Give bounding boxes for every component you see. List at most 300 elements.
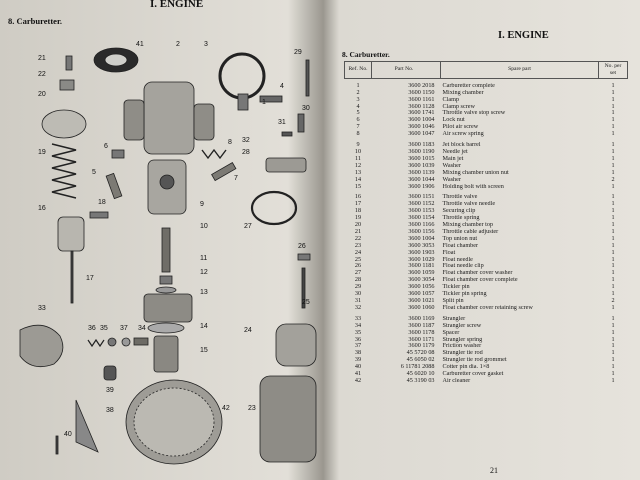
- quantity-cell: 1: [611, 215, 615, 222]
- part-number-cell: 3600 1059: [408, 270, 435, 277]
- part-number-cell: 3600 1150: [408, 89, 435, 96]
- callout-10: 10: [200, 223, 208, 230]
- table-row: [345, 149, 628, 156]
- callout-5: 5: [92, 169, 96, 176]
- ref-cell: 39: [354, 357, 362, 364]
- quantity-cell: 1: [611, 315, 615, 322]
- description-cell: Lock nut: [442, 117, 465, 124]
- table-row: [345, 229, 628, 236]
- quantity-cell: 1: [611, 350, 615, 357]
- table-row: [345, 323, 628, 330]
- part-number-cell: 3600 1187: [408, 322, 435, 329]
- table-row: [345, 250, 628, 257]
- quantity-cell: 1: [611, 357, 615, 364]
- table-row: [345, 83, 628, 90]
- ref-cell: 31: [354, 298, 362, 304]
- callout-19: 19: [38, 149, 46, 156]
- part-number-cell: 6 11781 2088: [400, 364, 435, 371]
- table-row: [345, 222, 628, 229]
- ref-cell: 1: [356, 82, 360, 89]
- part-number-cell: 3600 1151: [408, 194, 435, 201]
- callout-7: 7: [234, 175, 238, 182]
- ref-cell: 18: [354, 208, 362, 215]
- part-17-needle: [71, 251, 73, 303]
- part-number-cell: 3600 1015: [408, 155, 435, 162]
- part-33-strangler: [20, 325, 63, 366]
- table-row: [345, 298, 628, 305]
- description-cell: Throttle cable adjuster: [442, 228, 499, 235]
- part-number-cell: 3600 1903: [408, 249, 435, 256]
- part-13-union-nut: [144, 294, 192, 322]
- callout-8: 8: [228, 139, 232, 146]
- part-number-cell: 3600 1154: [408, 215, 435, 222]
- callout-23: 23: [248, 405, 256, 412]
- table-row: [345, 110, 628, 117]
- part-number-cell: 3600 3053: [408, 242, 435, 249]
- callout-16: 16: [38, 205, 46, 212]
- callout-18: 18: [98, 199, 106, 206]
- part-35-spacer: [108, 338, 116, 346]
- table-row: [345, 124, 628, 131]
- callout-9: 9: [200, 201, 204, 208]
- table-row: [345, 330, 628, 337]
- quantity-cell: 1: [611, 162, 615, 169]
- callout-42: 42: [222, 405, 230, 412]
- description-cell: Pilot air screw: [442, 124, 479, 131]
- ref-cell: 10: [354, 148, 362, 155]
- callout-30: 30: [302, 105, 310, 112]
- ref-cell: 30: [354, 291, 362, 298]
- part-5-stop-screw: [106, 173, 122, 198]
- description-cell: Mixing chamber union nut: [442, 169, 509, 176]
- description-cell: Securing clip: [442, 208, 476, 215]
- table-row: [345, 90, 628, 97]
- ref-cell: 25: [354, 256, 362, 263]
- part-number-cell: 3600 1152: [408, 201, 435, 208]
- ref-cell: 11: [355, 155, 361, 162]
- part-number-cell: 3600 1181: [408, 263, 435, 270]
- table-row: [345, 305, 628, 312]
- table-row: [345, 194, 628, 201]
- description-cell: Float: [442, 249, 456, 256]
- description-cell: Washer: [442, 176, 461, 183]
- part-number-cell: 3600 1057: [408, 291, 435, 298]
- table-row: [345, 104, 628, 111]
- part-12-washer: [156, 287, 176, 293]
- callout-4: 4: [280, 83, 284, 90]
- part-37-washer: [122, 338, 130, 346]
- ref-cell: 8: [356, 131, 360, 138]
- callout-17: 17: [86, 275, 94, 282]
- ref-cell: 20: [354, 222, 362, 229]
- callout-36: 36: [88, 325, 96, 332]
- description-cell: Tickler pin: [442, 284, 470, 291]
- callout-26: 26: [298, 243, 306, 250]
- callout-12: 12: [200, 269, 208, 276]
- ref-cell: 38: [354, 350, 362, 357]
- part-8-air-screw-spring: [202, 150, 226, 158]
- part-19-spring: [52, 144, 76, 198]
- part-38-tie-rod: [76, 400, 98, 452]
- quantity-cell: 1: [611, 131, 615, 138]
- table-row: [345, 177, 628, 184]
- callout-34: 34: [138, 325, 146, 332]
- description-cell: Throttle valve: [442, 194, 478, 201]
- quantity-cell: 1: [611, 89, 615, 96]
- quantity-cell: 1: [611, 103, 615, 110]
- part-15-holding-bolt: [154, 336, 178, 372]
- description-cell: Holding bolt with screen: [442, 183, 504, 190]
- quantity-cell: 1: [611, 242, 615, 249]
- quantity-cell: 1: [611, 142, 615, 149]
- col-qty-header: No. per set: [599, 62, 628, 79]
- description-cell: Throttle valve stop screw: [442, 110, 506, 117]
- part-24-float: [276, 324, 316, 366]
- ref-cell: 34: [354, 322, 362, 329]
- parts-list-table: [344, 61, 628, 385]
- part-number-cell: 3600 1060: [408, 304, 435, 311]
- part-21-adjuster: [66, 56, 72, 70]
- part-10-needle-jet: [162, 228, 170, 272]
- quantity-cell: 1: [611, 256, 615, 263]
- part-number-cell: 3600 3054: [408, 277, 435, 284]
- ref-cell: 35: [354, 329, 362, 336]
- part-number-cell: 45 3190 03: [406, 377, 435, 384]
- description-cell: Tickler pin spring: [442, 291, 487, 298]
- ref-cell: 32: [354, 304, 362, 311]
- table-row: [345, 163, 628, 170]
- description-cell: Air screw spring: [442, 131, 484, 138]
- col-ref-header: Ref. No.: [345, 62, 372, 79]
- callout-15: 15: [200, 347, 208, 354]
- ref-cell: 22: [354, 235, 362, 242]
- table-row: [345, 270, 628, 277]
- description-cell: Split pin: [442, 298, 464, 304]
- part-11-main-jet: [160, 276, 172, 284]
- quantity-cell: 1: [611, 377, 615, 384]
- table-row: [345, 364, 628, 371]
- ref-cell: 24: [354, 249, 362, 256]
- table-row: [345, 215, 628, 222]
- table-row: [345, 357, 628, 364]
- right-section-title: 8. Carburetter.: [342, 50, 390, 59]
- part-7-air-screw: [212, 163, 236, 181]
- ref-cell: 14: [354, 176, 362, 183]
- description-cell: Strangler: [442, 315, 466, 322]
- part-40-cotter-pin: [56, 436, 58, 454]
- description-cell: Throttle spring: [442, 215, 480, 222]
- table-row: [345, 236, 628, 243]
- table-row: [345, 97, 628, 104]
- callout-3: 3: [204, 41, 208, 48]
- ref-cell: 28: [354, 277, 362, 284]
- part-18-clip: [90, 212, 108, 218]
- table-row: [345, 291, 628, 298]
- description-cell: Clamp screw: [442, 103, 475, 110]
- ref-cell: 12: [354, 162, 362, 169]
- quantity-cell: 1: [611, 222, 615, 229]
- part-number-cell: 3600 1044: [408, 176, 435, 183]
- ref-cell: 33: [354, 315, 362, 322]
- description-cell: Carburetter complete: [442, 82, 495, 89]
- part-number-cell: 3600 1047: [408, 131, 435, 138]
- description-cell: Strangler tie rod grommet: [442, 357, 507, 364]
- table-row: [345, 277, 628, 284]
- description-cell: Washer: [442, 162, 461, 169]
- ref-cell: 27: [354, 270, 362, 277]
- quantity-cell: 1: [611, 148, 615, 155]
- part-number-cell: 3600 1039: [408, 162, 435, 169]
- part-14-washer: [148, 323, 184, 333]
- ref-cell: 6: [356, 117, 360, 124]
- part-36-spring: [88, 340, 104, 346]
- quantity-cell: 2: [611, 298, 615, 304]
- part-number-cell: 45 5720 08: [406, 350, 435, 357]
- description-cell: Float needle: [442, 256, 473, 263]
- part-29-tickler-pin: [306, 60, 309, 96]
- part-number-cell: 3600 1056: [408, 284, 435, 291]
- ref-cell: 29: [354, 284, 362, 291]
- description-cell: Top union nut: [442, 235, 478, 242]
- description-cell: Main jet: [442, 155, 464, 162]
- parts-table-body: [345, 78, 628, 385]
- quantity-cell: 1: [611, 263, 615, 270]
- part-30-spring: [298, 114, 304, 132]
- description-cell: Mixing chamber: [442, 89, 484, 96]
- part-20-top: [42, 110, 86, 138]
- quantity-cell: 1: [611, 117, 615, 124]
- quantity-cell: 1: [611, 249, 615, 256]
- ref-cell: 16: [354, 194, 362, 201]
- description-cell: Strangler spring: [442, 336, 483, 343]
- description-cell: Carburetter cover gasket: [442, 371, 504, 378]
- part-number-cell: 3600 1004: [408, 117, 435, 124]
- description-cell: Float chamber cover retaining screw: [442, 304, 533, 311]
- callout-27: 27: [244, 223, 252, 230]
- table-row: [345, 208, 628, 215]
- table-row: [345, 201, 628, 208]
- description-cell: Jet block barrel: [442, 142, 481, 149]
- ref-cell: 40: [354, 364, 362, 371]
- quantity-cell: 1: [611, 110, 615, 117]
- quantity-cell: 1: [611, 270, 615, 277]
- table-row: [345, 284, 628, 291]
- description-cell: Float chamber cover washer: [442, 270, 513, 277]
- quantity-cell: 1: [611, 228, 615, 235]
- callout-32: 32: [242, 137, 250, 144]
- callout-40: 40: [64, 431, 72, 438]
- callout-21: 21: [38, 55, 46, 62]
- part-23-float-chamber: [260, 376, 316, 462]
- ref-cell: 41: [354, 371, 362, 378]
- description-cell: Mixing chamber top: [442, 222, 494, 229]
- ref-cell: 37: [354, 343, 362, 350]
- callout-25: 25: [302, 299, 310, 306]
- ref-cell: 17: [354, 201, 362, 208]
- part-number-cell: 3600 1166: [408, 222, 435, 229]
- callout-24: 24: [244, 327, 252, 334]
- quantity-cell: 1: [611, 277, 615, 284]
- part-number-cell: 3600 1029: [408, 256, 435, 263]
- part-number-cell: 3600 1178: [408, 329, 435, 336]
- description-cell: Float needle clip: [442, 263, 484, 270]
- quantity-cell: 1: [611, 201, 615, 208]
- table-row: [345, 257, 628, 264]
- table-row: [345, 343, 628, 350]
- ref-cell: 5: [356, 110, 360, 117]
- col-part-header: Part No.: [372, 62, 441, 79]
- ref-cell: 26: [354, 263, 362, 270]
- part-34-screw: [134, 338, 148, 345]
- part-3-clamp: [220, 54, 264, 98]
- table-row: [345, 170, 628, 177]
- table-row: [345, 131, 628, 138]
- part-6-lock-nut: [112, 150, 124, 158]
- quantity-cell: 1: [611, 124, 615, 131]
- quantity-cell: 1: [611, 235, 615, 242]
- carburetter-exploded-diagram: [16, 32, 328, 472]
- part-number-cell: 3600 1169: [408, 315, 435, 322]
- description-cell: Float chamber: [442, 242, 479, 249]
- ref-cell: 7: [356, 124, 360, 131]
- callout-13: 13: [200, 289, 208, 296]
- quantity-cell: 1: [611, 284, 615, 291]
- ref-cell: 4: [356, 103, 360, 110]
- right-page: [330, 0, 640, 480]
- callout-2: 2: [176, 41, 180, 48]
- part-number-cell: 3600 1153: [408, 208, 435, 215]
- description-cell: Needle jet: [442, 148, 468, 155]
- part-number-cell: 3600 1741: [408, 110, 435, 117]
- callout-33: 33: [38, 305, 46, 312]
- ref-cell: 21: [354, 228, 362, 235]
- quantity-cell: 1: [611, 155, 615, 162]
- table-row: [345, 371, 628, 378]
- part-number-cell: 45 6050 02: [406, 357, 435, 364]
- quantity-cell: 1: [611, 194, 615, 201]
- description-cell: Strangler tie rod: [442, 350, 483, 357]
- part-number-cell: 3600 1906: [408, 183, 435, 190]
- description-cell: Strangler screw: [442, 322, 482, 329]
- callout-6: 6: [104, 143, 108, 150]
- callout-14: 14: [200, 323, 208, 330]
- table-row: [345, 156, 628, 163]
- table-row: [345, 142, 628, 149]
- part-number-cell: 3600 1021: [408, 298, 435, 304]
- quantity-cell: 1: [611, 96, 615, 103]
- callout-38: 38: [106, 407, 114, 414]
- description-cell: Cotter pin dia. 1×8: [442, 364, 490, 371]
- callout-22: 22: [38, 71, 46, 78]
- part-number-cell: 45 6020 10: [406, 371, 435, 378]
- table-header-row: [345, 62, 628, 79]
- callout-28: 28: [242, 149, 250, 156]
- part-number-cell: 3600 1004: [408, 235, 435, 242]
- table-row: [345, 184, 628, 191]
- left-page-header: I. ENGINE: [150, 0, 204, 10]
- quantity-cell: 1: [611, 304, 615, 311]
- callout-31: 31: [278, 119, 286, 126]
- ref-cell: 15: [354, 183, 362, 190]
- part-28-cover: [266, 158, 306, 172]
- part-number-cell: 3600 1128: [408, 103, 435, 110]
- part-27-washer: [252, 192, 296, 224]
- table-row: [345, 378, 628, 385]
- ref-cell: 19: [354, 215, 362, 222]
- page-number: 21: [490, 466, 498, 475]
- callout-37: 37: [120, 325, 128, 332]
- quantity-cell: 1: [611, 329, 615, 336]
- quantity-cell: 1: [611, 82, 615, 89]
- table-row: [345, 337, 628, 344]
- callout-35: 35: [100, 325, 108, 332]
- description-cell: Friction washer: [442, 343, 482, 350]
- table-row: [345, 243, 628, 250]
- description-cell: Throttle valve needle: [442, 201, 496, 208]
- ref-cell: 3: [356, 96, 360, 103]
- quantity-cell: 1: [611, 336, 615, 343]
- part-31-split-pin: [282, 132, 292, 136]
- quantity-cell: 1: [611, 343, 615, 350]
- callout-1: 1: [262, 99, 266, 106]
- part-22-nut: [60, 80, 74, 90]
- ref-cell: 42: [354, 377, 362, 384]
- quantity-cell: 1: [611, 291, 615, 298]
- part-number-cell: 3600 1139: [408, 169, 435, 176]
- part-number-cell: 3600 1156: [408, 228, 435, 235]
- quantity-cell: 2: [611, 176, 615, 183]
- quantity-cell: 1: [611, 322, 615, 329]
- table-row: [345, 350, 628, 357]
- callout-20: 20: [38, 91, 46, 98]
- quantity-cell: 1: [611, 169, 615, 176]
- quantity-cell: 1: [611, 371, 615, 378]
- ref-cell: 13: [354, 169, 362, 176]
- ref-cell: 23: [354, 242, 362, 249]
- description-cell: Float chamber cover complete: [442, 277, 518, 284]
- part-26-needle-clip: [298, 254, 310, 260]
- table-row: [345, 316, 628, 323]
- col-desc-header: Spare part: [441, 62, 599, 79]
- quantity-cell: 1: [611, 208, 615, 215]
- callout-11: 11: [200, 255, 208, 262]
- callout-29: 29: [294, 49, 302, 56]
- description-cell: Air cleaner: [442, 377, 471, 384]
- part-2-mixing-chamber: [144, 82, 194, 154]
- part-number-cell: 3600 1161: [408, 96, 435, 103]
- callout-41: 41: [136, 41, 144, 48]
- ref-cell: 9: [356, 142, 360, 149]
- part-number-cell: 3600 1190: [408, 148, 435, 155]
- right-page-header: I. ENGINE: [498, 30, 549, 41]
- callout-39: 39: [106, 387, 114, 394]
- description-cell: Spacer: [442, 329, 460, 336]
- quantity-cell: 1: [611, 183, 615, 190]
- part-number-cell: 3600 1171: [408, 336, 435, 343]
- part-16-throttle-valve: [58, 217, 84, 251]
- table-row: [345, 263, 628, 270]
- description-cell: Clamp: [442, 96, 459, 103]
- ref-cell: 2: [356, 89, 360, 96]
- table-row: [345, 117, 628, 124]
- ref-cell: 36: [354, 336, 362, 343]
- part-number-cell: 3600 2018: [408, 82, 435, 89]
- part-number-cell: 3600 1179: [408, 343, 435, 350]
- left-section-title: 8. Carburetter.: [8, 16, 63, 26]
- part-number-cell: 3600 1046: [408, 124, 435, 131]
- quantity-cell: 1: [611, 364, 615, 371]
- part-number-cell: 3600 1183: [408, 142, 435, 149]
